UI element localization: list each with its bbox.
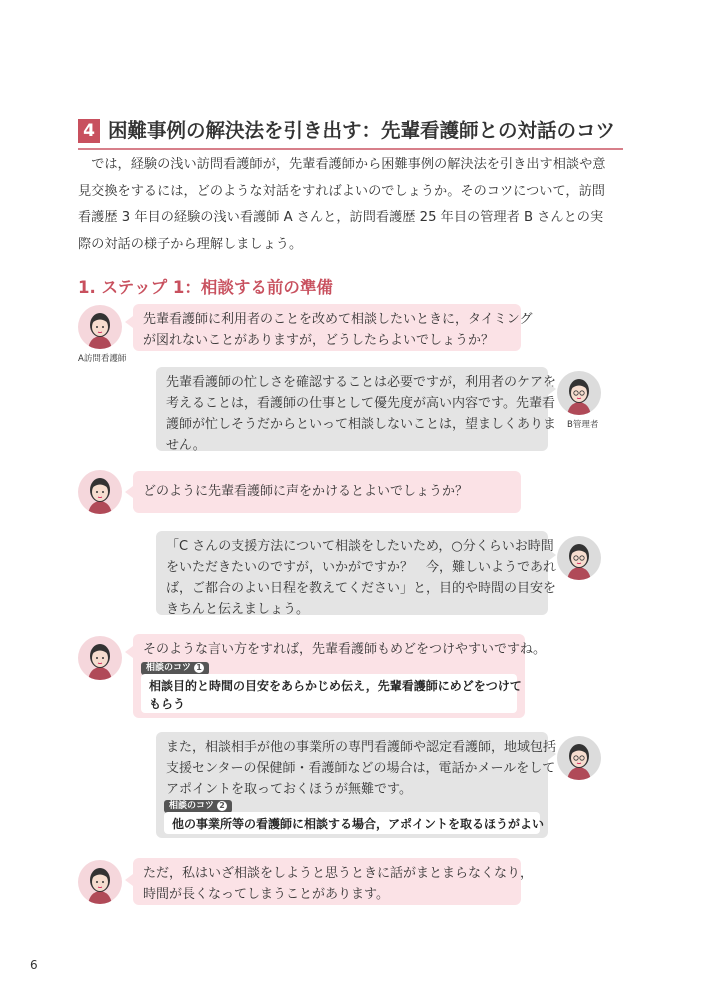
intro-paragraph — [78, 152, 626, 258]
nurse-a-avatar-icon — [78, 470, 122, 514]
section-title: 困難事例の解決法を引き出す：先輩看護師との対話のコツ — [108, 119, 616, 142]
tip-label: 相談のコツ 2 — [164, 800, 232, 813]
section-number: 4 — [78, 119, 100, 143]
intro-line: 際の対話の様子から理解しましょう。 — [78, 236, 303, 252]
dialogue-bubble-a: 先輩看護師に利用者のことを改めて相談したいときに，タイミング が図れないことがありますが，どうしたらよいでしょうか？ — [133, 304, 521, 351]
tip-box: 相談目的と時間の目安をあらかじめ伝え，先輩看護師にめどをつけて もらう — [141, 674, 517, 713]
section-heading — [78, 117, 638, 147]
manager-b-caption: B管理者 — [567, 420, 599, 430]
intro-line: 看護歴 3 年目の経験の浅い看護師 A さんと，訪問看護歴 25 年目の管理者 B さんとの実 — [78, 210, 604, 225]
manager-b-avatar-icon — [557, 736, 601, 780]
page-number: 6 — [30, 958, 38, 972]
tip-number-icon: 1 — [194, 663, 204, 673]
section-underline — [78, 148, 623, 150]
tip-number-icon: 2 — [217, 801, 227, 811]
dialogue-bubble-a: そのような言い方をすれば，先輩看護師もめどをつけやすいですね。 相談のコツ 1 相談目的と時間の目安をあらかじめ伝え，先輩看護師にめどをつけて もらう — [133, 634, 525, 718]
nurse-a-avatar-icon — [78, 305, 122, 349]
intro-line: 見交換をするには，どのような対話をすればよいのでしょうか。そのコツについて，訪問 — [78, 183, 605, 199]
step-heading: 1. ステップ 1：相談する前の準備 — [78, 278, 333, 297]
nurse-a-avatar-icon — [78, 636, 122, 680]
manager-b-avatar-icon — [557, 371, 601, 415]
dialogue-bubble-a: どのように先輩看護師に声をかけるとよいでしょうか？ — [133, 471, 521, 513]
dialogue-bubble-b: また，相談相手が他の事業所の専門看護師や認定看護師，地域包括 支援センターの保健師・看護師などの場合は，電話かメールをして アポイントを取っておくほうが無難です。 相談のコツ 2 他の事業所等の看護師に相談する場合，アポイントを取るほうがよい — [156, 732, 548, 838]
intro-line: では，経験の浅い訪問看護師が，先輩看護師から困難事例の解決法を引き出す相談や意 — [91, 157, 606, 172]
tip-box: 他の事業所等の看護師に相談する場合，アポイントを取るほうがよい — [164, 812, 540, 834]
nurse-a-avatar-icon — [78, 860, 122, 904]
dialogue-bubble-b: 先輩看護師の忙しさを確認することは必要ですが，利用者のケアを 考えることは，看護師の仕事として優先度が高い内容です。先輩看 護師が忙しそうだからといって相談しないことは，望ましくありま せん。 — [156, 367, 548, 451]
dialogue-bubble-b: 「C さんの支援方法について相談をしたいため，○分くらいお時間 をいただきたいのですが，いかがですか？ 今，難しいようであれ ば，ご都合のよい日程を教えてください」と，目的や時間の目安を きちんと伝えましょう。 — [156, 531, 548, 615]
manager-b-avatar-icon — [557, 536, 601, 580]
nurse-a-caption: A訪問看護師 — [78, 354, 127, 364]
dialogue-bubble-a: ただ，私はいざ相談をしようと思うときに話がまとまらなくなり， 時間が長くなってしまうことがあります。 — [133, 858, 521, 905]
tip-label: 相談のコツ 1 — [141, 662, 209, 675]
